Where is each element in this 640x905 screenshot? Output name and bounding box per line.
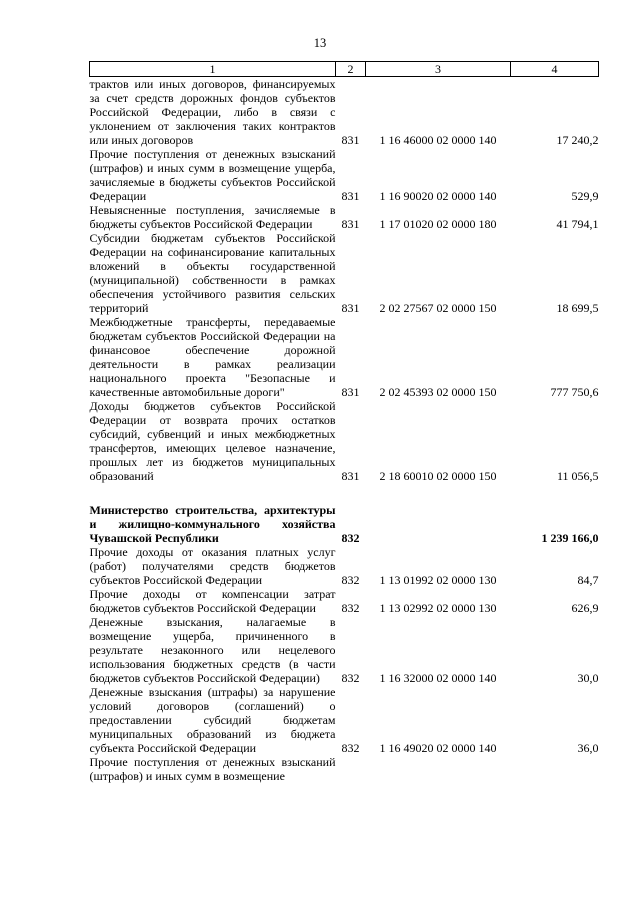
budget-classification-code-cell: 1 16 49020 02 0000 140 — [379, 741, 497, 755]
table-row — [90, 203, 599, 231]
budget-classification-code-cell: 2 02 45393 02 0000 150 — [379, 385, 497, 399]
table-row — [90, 545, 599, 587]
revenue-name-cell: Денежные взыскания, налагаемые в возмещение ущерба, причиненного в результате незаконного или нецелевого использования бюджетных средств (в части бюджетов субъектов Российской Федерации) — [89, 615, 336, 685]
admin-code-cell: 831 — [341, 189, 360, 203]
budget-classification-code-cell — [366, 483, 511, 545]
amount-cell: 17 240,2 — [556, 133, 599, 147]
revenue-name-cell: Субсидии бюджетам субъектов Российской Федерации на софинансирование капитальных вложений в объекты государственной (муниципальной) собственности в рамках обеспечения устойчивого развития сельских территорий — [89, 231, 336, 315]
budget-classification-code-cell: 1 16 90020 02 0000 140 — [379, 189, 497, 203]
table-row — [90, 231, 599, 315]
budget-classification-code-cell: 1 17 01020 02 0000 180 — [379, 217, 497, 231]
revenue-name-cell: Прочие доходы от компенсации затрат бюджетов субъектов Российской Федерации — [89, 587, 336, 615]
table-body — [90, 77, 599, 784]
budget-classification-code-cell: 2 02 27567 02 0000 150 — [379, 301, 497, 315]
amount-cell: 11 056,5 — [556, 469, 599, 483]
column-header-4: 4 — [511, 62, 599, 77]
table-row — [90, 147, 599, 203]
revenue-name-cell: Прочие доходы от оказания платных услуг (работ) получателями средств бюджетов субъектов Российской Федерации — [89, 545, 336, 587]
admin-code-cell: 832 — [341, 671, 360, 685]
amount-cell: 18 699,5 — [556, 301, 599, 315]
column-header-2: 2 — [336, 62, 366, 77]
amount-cell: 41 794,1 — [556, 217, 599, 231]
amount-cell: 777 750,6 — [550, 385, 599, 399]
admin-code-cell: 832 — [341, 601, 360, 615]
admin-code-cell: 832 — [341, 573, 360, 587]
revenue-name-cell: Невыясненные поступления, зачисляемые в бюджеты субъектов Российской Федерации — [89, 203, 336, 231]
revenue-name-cell: Министерство строительства, архитектуры и жилищно-коммунального хозяйства Чувашской Республики — [89, 503, 336, 545]
admin-code-cell: 831 — [341, 133, 360, 147]
budget-classification-code-cell: 1 16 46000 02 0000 140 — [379, 133, 497, 147]
budget-classification-code-cell — [366, 755, 511, 783]
admin-code-cell — [336, 755, 366, 783]
revenue-name-cell: трактов или иных договоров, финансируемых за счет средств дорожных фондов субъектов Российской Федерации, либо в связи с уклонением от заключения таких контрактов или иных договоров — [89, 77, 336, 147]
table-row — [90, 685, 599, 755]
revenue-name-cell: Прочие поступления от денежных взысканий (штрафов) и иных сумм в возмещение ущерба, зачисляемые в бюджеты субъектов Российской Федерации — [89, 147, 336, 203]
amount-cell: 36,0 — [577, 741, 599, 755]
column-header-3: 3 — [366, 62, 511, 77]
admin-code-cell: 831 — [341, 217, 360, 231]
ministry-row — [90, 483, 599, 545]
column-header-1: 1 — [90, 62, 336, 77]
page-number: 13 — [313, 36, 327, 50]
column-number-row — [90, 62, 599, 77]
budget-classification-code-cell: 2 18 60010 02 0000 150 — [379, 469, 497, 483]
admin-code-cell: 832 — [341, 531, 360, 545]
table-row — [90, 399, 599, 483]
budget-classification-code-cell: 1 16 32000 02 0000 140 — [379, 671, 497, 685]
amount-cell: 529,9 — [571, 189, 599, 203]
amount-cell: 626,9 — [571, 601, 599, 615]
table-row — [90, 615, 599, 685]
revenue-name-cell: Межбюджетные трансферты, передаваемые бюджетам субъектов Российской Федерации на финансовое обеспечение дорожной деятельности в рамках реализации национального проекта "Безопасные и качественные автомобильные дороги" — [89, 315, 336, 399]
admin-code-cell: 831 — [341, 469, 360, 483]
amount-cell — [511, 755, 599, 783]
table-row — [90, 587, 599, 615]
table-row — [90, 77, 599, 148]
amount-cell: 1 239 166,0 — [541, 531, 599, 545]
revenue-name-cell: Денежные взыскания (штрафы) за нарушение условий договоров (соглашений) о предоставлении субсидий бюджетам муниципальных образований из бюджета субъекта Российской Федерации — [89, 685, 336, 755]
admin-code-cell: 831 — [341, 385, 360, 399]
budget-classification-code-cell: 1 13 02992 02 0000 130 — [379, 601, 497, 615]
amount-cell: 84,7 — [577, 573, 599, 587]
admin-code-cell: 831 — [341, 301, 360, 315]
table-row — [90, 755, 599, 783]
revenue-table — [89, 61, 599, 783]
amount-cell: 30,0 — [577, 671, 599, 685]
table-row — [90, 315, 599, 399]
revenue-name-cell: Прочие поступления от денежных взысканий (штрафов) и иных сумм в возмещение — [89, 755, 336, 783]
budget-classification-code-cell: 1 13 01992 02 0000 130 — [379, 573, 497, 587]
revenue-name-cell: Доходы бюджетов субъектов Российской Федерации от возврата прочих остатков субсидий, субвенций и иных межбюджетных трансфертов, имеющих целевое назначение, прошлых лет из бюджетов муниципальных образований — [89, 399, 336, 483]
admin-code-cell: 832 — [341, 741, 360, 755]
